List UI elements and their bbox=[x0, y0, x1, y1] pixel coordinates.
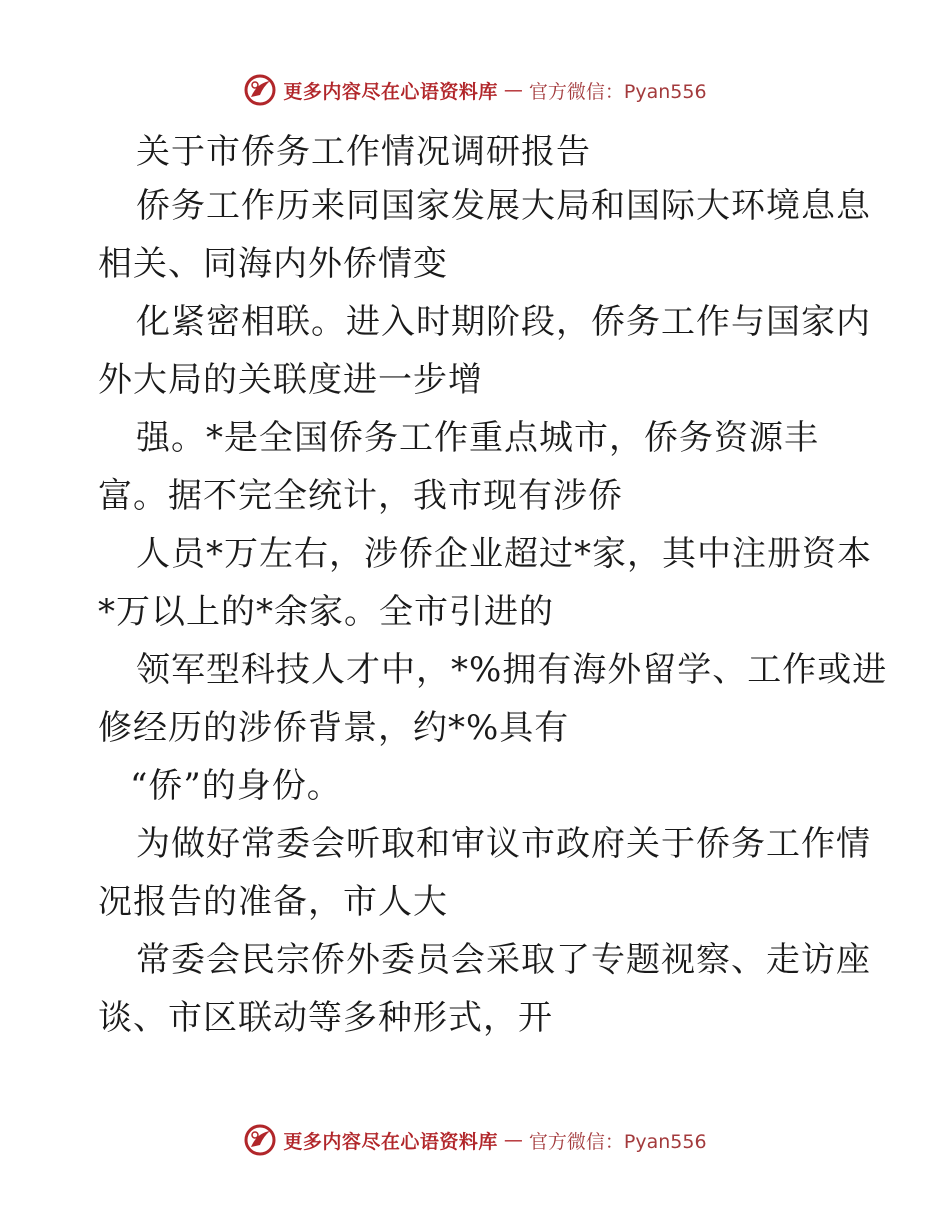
text-line: “侨”的身份。 bbox=[130, 766, 342, 806]
text-line: 人员*万左右，涉侨企业超过*家，其中注册资本 bbox=[136, 534, 872, 574]
banner-title: 更多内容尽在心语资料库 bbox=[283, 1130, 498, 1153]
banner-wechat: 官方微信：Pyan556 bbox=[528, 80, 707, 103]
text-line: *万以上的*余家。全市引进的 bbox=[98, 592, 554, 632]
text-line: 相关、同海内外侨情变 bbox=[98, 244, 448, 284]
banner-dash: — bbox=[503, 79, 523, 101]
text-line: 谈、市区联动等多种形式，开 bbox=[98, 998, 553, 1038]
text-line: 外大局的关联度进一步增 bbox=[98, 360, 483, 400]
text-line: 领军型科技人才中，*%拥有海外留学、工作或进 bbox=[136, 650, 888, 690]
text-line: 化紧密相联。进入时期阶段，侨务工作与国家内 bbox=[136, 302, 871, 342]
text-line: 强。*是全国侨务工作重点城市，侨务资源丰 bbox=[136, 418, 819, 458]
text-line: 富。据不完全统计，我市现有涉侨 bbox=[98, 476, 623, 516]
text-line: 侨务工作历来同国家发展大局和国际大环境息息 bbox=[136, 186, 871, 226]
text-line: 况报告的准备，市人大 bbox=[98, 882, 448, 922]
text-line: 为做好常委会听取和审议市政府关于侨务工作情 bbox=[136, 824, 871, 864]
footer-banner bbox=[0, 1120, 950, 1160]
banner-wechat: 官方微信：Pyan556 bbox=[528, 1130, 707, 1153]
text-line: 常委会民宗侨外委员会采取了专题视察、走访座 bbox=[136, 940, 871, 980]
banner-title: 更多内容尽在心语资料库 bbox=[283, 80, 498, 103]
banner-dash: — bbox=[503, 1129, 523, 1151]
brand-logo-icon bbox=[243, 73, 277, 107]
text-line: 修经历的涉侨背景，约*%具有 bbox=[98, 708, 570, 748]
header-banner bbox=[0, 70, 950, 110]
document-title: 关于市侨务工作情况调研报告 bbox=[136, 132, 591, 172]
brand-logo-icon bbox=[243, 1123, 277, 1157]
